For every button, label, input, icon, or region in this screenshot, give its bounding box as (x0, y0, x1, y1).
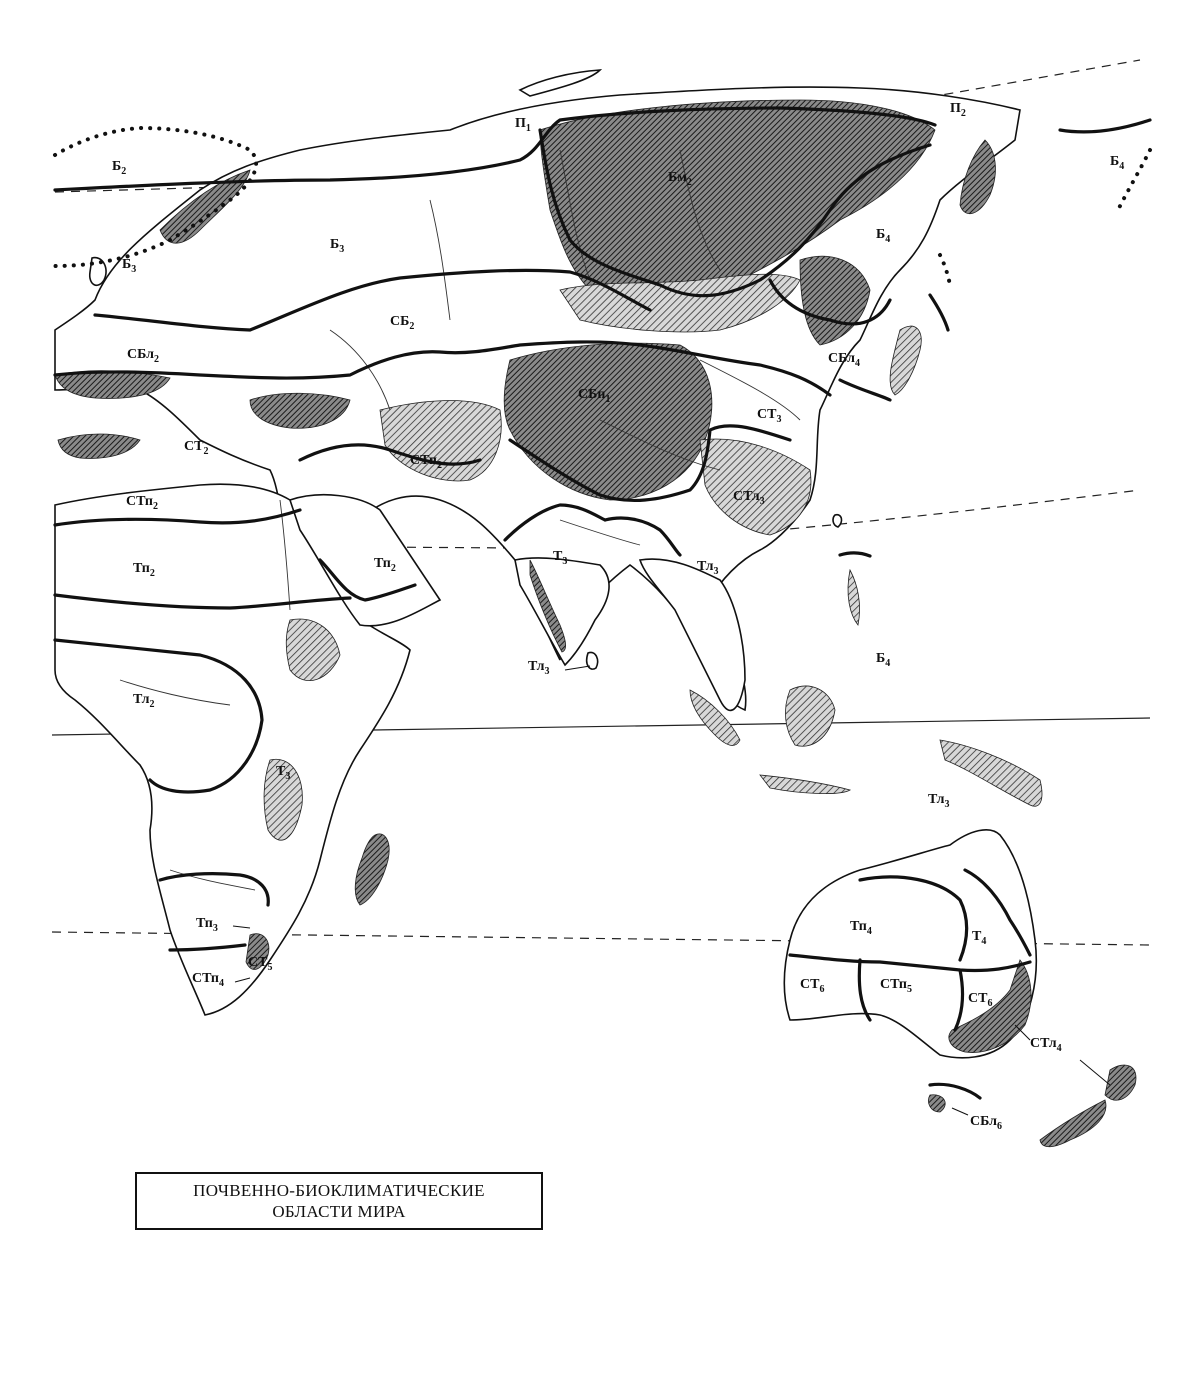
ice-boundary-dotted-east (1118, 150, 1150, 210)
border-ne-asia (1060, 120, 1150, 132)
region-label-STl3: СТл$_3$ (733, 489, 765, 507)
new-guinea (940, 740, 1042, 806)
border-pacific-island (840, 553, 870, 556)
map-title-box (135, 1172, 543, 1230)
tasmania (928, 1095, 945, 1112)
region-label-T3b: $Т_3$ (276, 764, 291, 782)
taiwan (833, 515, 842, 527)
region-label-ST6b: $СТ_6$ (968, 991, 993, 1009)
novaya-zemlya (520, 70, 600, 96)
leader-stl4-nz (1080, 1060, 1110, 1085)
map-title-line-2: ОБЛАСТИ МИРА (272, 1202, 406, 1221)
region-label-SBl4: СБл$_4$ (828, 351, 861, 369)
region-label-STl4: СТл$_4$ (1030, 1036, 1062, 1054)
philippines (848, 570, 860, 625)
region-label-Tl3c: $Тл_3$ (928, 792, 950, 810)
region-label-ST2: $СТ_2$ (184, 439, 209, 457)
region-label-STp2a: СТп$_2$ (410, 453, 442, 471)
region-label-ST3: $СТ_3$ (757, 407, 782, 425)
japan (890, 326, 921, 395)
madagascar (355, 834, 389, 905)
region-label-STp5: СТп$_5$ (880, 977, 912, 995)
borneo (785, 686, 835, 746)
indochina-landmass (640, 559, 745, 710)
region-label-SBl2: СБл$_2$ (127, 347, 160, 365)
region-label-ST5: $СТ_5$ (248, 955, 273, 973)
region-label-Tp4: $Тп_4$ (850, 919, 872, 937)
region-label-ST6a: $СТ_6$ (800, 977, 825, 995)
ice-boundary-dotted-sakhalin (940, 255, 950, 285)
border-sakhalin (930, 295, 948, 330)
region-label-SBl6: СБл$_6$ (970, 1114, 1003, 1132)
region-label-B4b: $Б_4$ (876, 227, 891, 245)
region-label-B4c: $Б_4$ (876, 651, 891, 669)
region-label-SB2: $СБ_2$ (390, 314, 415, 332)
atlas-hatch (58, 434, 140, 458)
java (760, 775, 850, 794)
region-label-Tp2a: $Тп_2$ (133, 561, 155, 579)
region-label-B3b: $Б_3$ (122, 257, 137, 275)
region-label-P1: $П_1$ (515, 116, 531, 134)
region-label-B3a: $Б_3$ (330, 237, 345, 255)
region-label-SBp1: СБп$_1$ (578, 387, 611, 405)
region-label-Tl3a: $Тл_3$ (528, 659, 550, 677)
region-label-P2: $П_2$ (950, 101, 966, 119)
region-label-B2: $Б_2$ (112, 159, 127, 177)
region-label-Tl2: $Тл_2$ (133, 692, 155, 710)
region-label-T3a: $Т_3$ (553, 549, 568, 567)
new-zealand-north (1105, 1065, 1136, 1100)
map-title-line-1: ПОЧВЕННО-БИОКЛИМАТИЧЕСКИЕ (193, 1181, 485, 1200)
region-label-Tp3: $Тп_3$ (196, 916, 218, 934)
region-label-Bm2: $Бм_2$ (668, 170, 692, 188)
region-label-STp2b: СТп$_2$ (126, 494, 158, 512)
leader-sbl6 (952, 1108, 968, 1115)
new-zealand-south (1040, 1100, 1106, 1147)
region-label-Tp2b: $Тп_2$ (374, 556, 396, 574)
region-label-Tl3b: $Тл_3$ (697, 559, 719, 577)
region-label-B4a: $Б_4$ (1110, 154, 1125, 172)
region-label-T4: $Т_4$ (972, 929, 987, 947)
border-korea (840, 380, 890, 400)
leader-tl3-srilanka (565, 666, 590, 670)
region-label-STp4: СТп$_4$ (192, 971, 224, 989)
